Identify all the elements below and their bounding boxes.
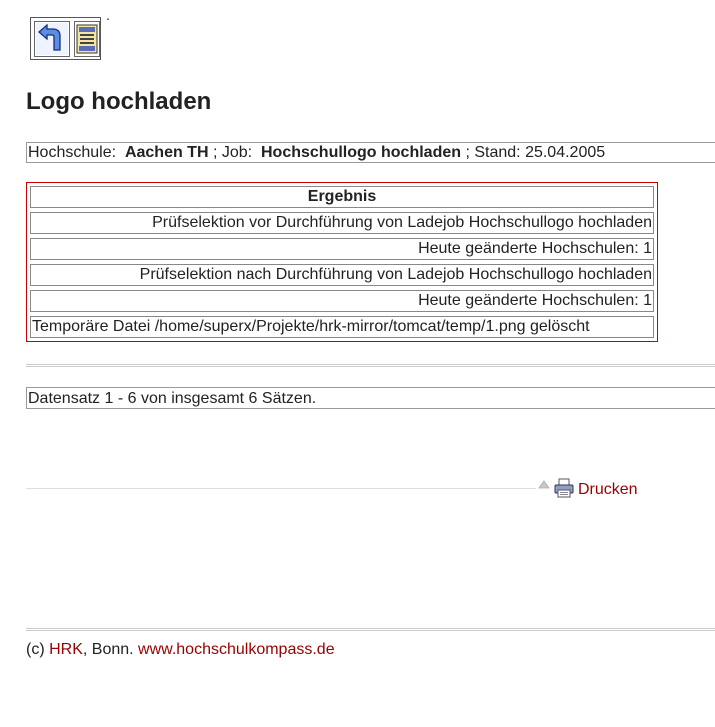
result-row-2: Heute geänderte Hochschulen: 1	[30, 238, 654, 260]
job-label: ; Job:	[212, 144, 253, 161]
print-link[interactable]: Drucken	[578, 481, 638, 498]
stand-text: ; Stand: 25.04.2005	[465, 144, 606, 161]
hrk-link[interactable]: HRK	[49, 641, 83, 658]
back-arrow-icon	[36, 23, 68, 55]
info-bar	[26, 142, 715, 163]
table-row	[30, 238, 654, 260]
hochschulkompass-link[interactable]: www.hochschulkompass.de	[138, 641, 335, 658]
table-header-row	[30, 186, 654, 208]
print-row	[26, 476, 715, 500]
divider	[26, 628, 715, 631]
table-row	[30, 290, 654, 312]
result-row-5: Temporäre Datei /home/superx/Projekte/hrk-mirror/tomcat/temp/1.png gelöscht	[30, 316, 654, 338]
result-table	[30, 182, 654, 342]
table-row	[30, 264, 654, 286]
document-icon	[76, 24, 98, 54]
footer	[26, 641, 335, 659]
table-row	[30, 212, 654, 234]
back-button[interactable]	[34, 21, 70, 57]
hochschule-value: Aachen TH	[124, 144, 209, 161]
result-header: Ergebnis	[30, 186, 654, 208]
record-count: Datensatz 1 - 6 von insgesamt 6 Sätzen.	[26, 387, 715, 409]
divider	[26, 364, 715, 367]
job-value: Hochschullogo hochladen	[261, 144, 462, 161]
icon-toolbar	[30, 17, 101, 60]
toolbar-dot: .	[106, 7, 110, 23]
up-arrow-icon[interactable]	[538, 480, 550, 490]
document-button[interactable]	[74, 21, 100, 57]
divider	[26, 488, 536, 489]
result-row-3: Prüfselektion nach Durchführung von Ladejob Hochschullogo hochladen	[30, 264, 654, 286]
page-title: Logo hochladen	[26, 88, 212, 115]
footer-city: , Bonn.	[82, 641, 134, 658]
printer-icon[interactable]	[554, 478, 574, 498]
copyright-prefix: (c)	[26, 641, 45, 658]
result-row-1: Prüfselektion vor Durchführung von Ladejob Hochschullogo hochladen	[30, 212, 654, 234]
result-box	[26, 182, 658, 342]
hochschule-label: Hochschule:	[28, 144, 117, 161]
result-row-4: Heute geänderte Hochschulen: 1	[30, 290, 654, 312]
table-row	[30, 316, 654, 338]
